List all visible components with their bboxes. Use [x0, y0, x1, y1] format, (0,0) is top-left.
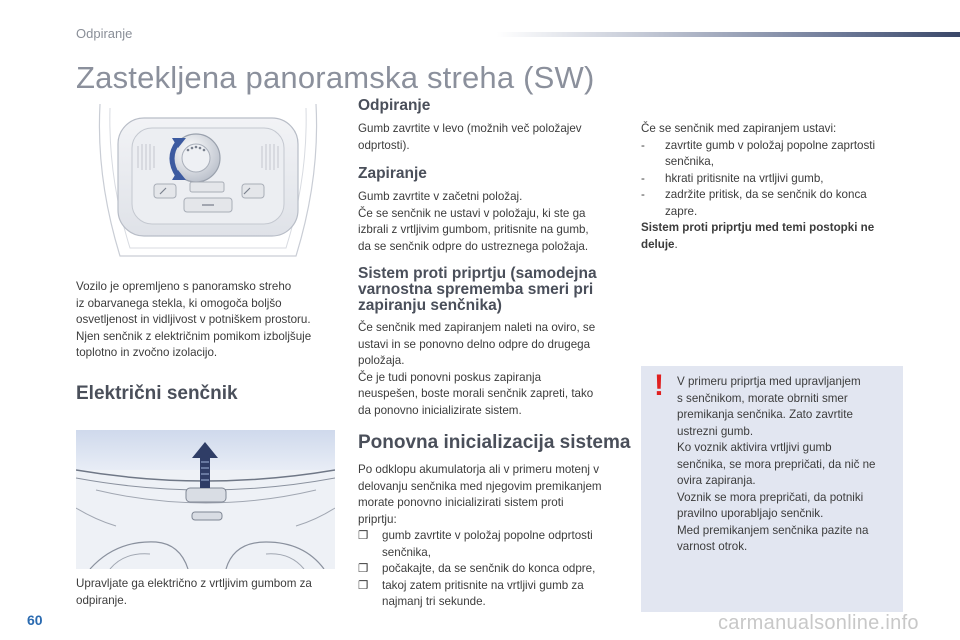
- antipinch-heading: Sistem proti priprtju (samodejna varnostna sprememba smeri pri zapiranju senčnika): [358, 265, 597, 314]
- warning-text: V primeru priprtja med upravljanjem s senčnikom, morate obrniti smer premikanja senčnika. Zato zavrtite ustrezni gumb. Ko voznik aktivira vrtljivi gumb senčnika, se mora prepričati, da nič ne ovira zapiranja. Voznik se mora prepričati, da potniki pravilno uporabljajo senčnik. Med premikanjem senčnika pazite na varnost otrok.: [677, 375, 876, 553]
- reinit-heading: Ponovna inicializacija sistema: [358, 432, 631, 453]
- page-title: Zastekljena panoramska streha (SW): [76, 60, 595, 95]
- electric-blind-heading: Električni senčnik: [76, 383, 238, 404]
- caption-paragraph: Upravljate ga električno z vrtljivim gumbom za odpiranje.: [76, 577, 312, 607]
- panoramic-roof-interior-illustration: [76, 430, 335, 569]
- checkbox-bullet-icon: ❐: [358, 578, 369, 592]
- stopped-blind-procedure: Če se senčnik med zapiranjem ustavi: - zavrtite gumb v položaj popolne zaprtosti senčnika, - hkrati pritisnite na vrtljivi gumb, - zadržite pritisk, da se senčnik do konca zapre. Sistem proti priprtju med temi postopki ne deluje.: [641, 121, 903, 253]
- roof-control-illustration: [92, 98, 324, 264]
- checkbox-bullet-icon: ❐: [358, 562, 369, 575]
- watermark: carmanualsonline.info: [718, 612, 919, 634]
- intro-paragraph: Vozilo je opremljeno s panoramsko streho iz obarvanega stekla, ki omogoča boljšo osvetljenost in vidljivost v potniškem prostoru. Njen senčnik z električnim pomikom izboljšuje toplotno in zvočno izolacijo.: [76, 280, 312, 359]
- closing-paragraph: Gumb zavrtite v začetni položaj. Če se senčnik ne ustavi v položaju, ki ste ga izbrali z vrtljivim gumbom, pritisnite na gumb, da se senčnik odpre do ustreznega položaja.: [358, 190, 589, 253]
- antipinch-note: Sistem proti priprtju med temi postopki ne deluje.: [641, 221, 875, 251]
- warning-icon: !: [654, 369, 664, 402]
- page-number: 60: [27, 612, 43, 628]
- list-item: - zavrtite gumb v položaj popolne zaprtosti senčnika,: [641, 138, 876, 168]
- section-label: Odpiranje: [76, 26, 133, 41]
- list-item: ❐ počakajte, da se senčnik do konca odpre,: [358, 561, 628, 578]
- list-item: - zadržite pritisk, da se senčnik do konca zapre.: [641, 188, 867, 218]
- antipinch-paragraph: Če senčnik med zapiranjem naleti na oviro, se ustavi in se ponovno delno odpre do drugega položaja. Če je tudi ponovni poskus zapiranja neuspešen, boste morali senčnik zapreti, tako da ponovno inicializirate sistem.: [358, 321, 596, 417]
- list-item: ❐ gumb zavrtite v položaj popolne odprtosti senčnika,: [358, 529, 593, 559]
- opening-heading: Odpiranje: [358, 97, 431, 114]
- checkbox-bullet-icon: ❐: [358, 529, 369, 542]
- header-bar: [497, 32, 960, 37]
- opening-paragraph: Gumb zavrtite v levo (možnih več položajev odprtosti).: [358, 122, 582, 152]
- list-item: ❐ takoj zatem pritisnite na vrtljivi gumb za najmanj tri sekunde.: [358, 578, 584, 608]
- list-item: - hkrati pritisnite na vrtljivi gumb,: [641, 171, 824, 185]
- closing-heading: Zapiranje: [358, 165, 427, 182]
- reinit-paragraph: Po odklopu akumulatorja ali v primeru motenj v delovanju senčnika med njegovim premikanjem morate ponovno inicializirati sistem proti priprtju: ❐ gumb zavrtite v položaj popolne odprtosti senčnika, ❐ počakajte, da se senčnik do konca odpre, ❐ takoj zatem pritisnite na vrtljivi gumb za najmanj tri sekunde.: [358, 462, 628, 611]
